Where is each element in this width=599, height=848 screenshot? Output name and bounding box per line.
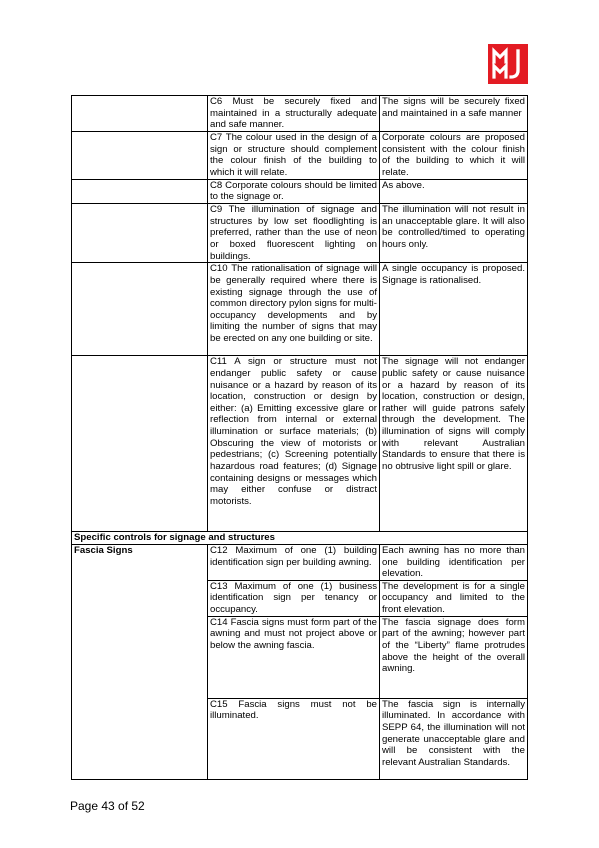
response-cell: Corporate colours are proposed consistent with the colour finish of the building to which it will relate. <box>380 131 528 179</box>
control-cell: C8 Corporate colours should be limited to the signage or. <box>208 179 380 203</box>
response-cell: As above. <box>380 179 528 203</box>
table-row <box>72 96 528 132</box>
response-cell: The illumination will not result in an unacceptable glare. It will also be controlled/timed to operating hours only. <box>380 203 528 262</box>
control-cell: C14 Fascia signs must form part of the awning and must not project above or below the awning fascia. <box>208 616 380 698</box>
signage-controls-table <box>71 95 528 780</box>
control-cell: C12 Maximum of one (1) building identification sign per building awning. <box>208 544 380 580</box>
table-row <box>72 203 528 262</box>
category-cell <box>72 263 208 356</box>
table-row <box>72 131 528 179</box>
mmj-logo <box>488 44 528 84</box>
control-cell: C10 The rationalisation of signage will be generally required where there is existing signage through the use of common directory pylon signs for multi-occupancy developments and by limiting the number of signs that may be erected on any one building or site. <box>208 263 380 356</box>
table-row <box>72 179 528 203</box>
response-cell: The development is for a single occupancy and limited to the front elevation. <box>380 580 528 616</box>
control-cell: C6 Must be securely fixed and maintained in a structurally adequate and safe manner. <box>208 96 380 132</box>
section-heading: Specific controls for signage and structures <box>72 532 528 545</box>
fascia-signs-label: Fascia Signs <box>72 544 208 779</box>
response-cell: Each awning has no more than one building identification per elevation. <box>380 544 528 580</box>
section-heading-row <box>72 532 528 545</box>
response-cell: The fascia sign is internally illuminated. In accordance with SEPP 64, the illumination will not generate unacceptable glare and will be consistent with the relevant Australian Standards. <box>380 698 528 779</box>
control-cell: C13 Maximum of one (1) business identification sign per tenancy or occupancy. <box>208 580 380 616</box>
control-cell: C15 Fascia signs must not be illuminated. <box>208 698 380 779</box>
control-cell: C9 The illumination of signage and structures by low set floodlighting is preferred, rather than the use of neon or boxed fluorescent lighting on buildings. <box>208 203 380 262</box>
control-cell: C7 The colour used in the design of a sign or structure should complement the colour finish of the building to which it will relate. <box>208 131 380 179</box>
category-cell <box>72 203 208 262</box>
response-cell: The signs will be securely fixed and maintained in a safe manner <box>380 96 528 132</box>
category-cell <box>72 131 208 179</box>
response-cell: The signage will not endanger public safety or cause nuisance or a hazard by reason of its location, construction or design, rather will guide patrons safely through the development. The illumination of signs will comply with relevant Australian Standards to ensure that there is no obtrusive light spill or glare. <box>380 356 528 532</box>
category-cell <box>72 96 208 132</box>
category-cell <box>72 356 208 532</box>
response-cell: The fascia signage does form part of the awning; however part of the “Liberty” flame protrudes above the height of the overall awning. <box>380 616 528 698</box>
category-cell <box>72 179 208 203</box>
table-row <box>72 544 528 580</box>
page-number: Page 43 of 52 <box>70 799 145 813</box>
table-row <box>72 263 528 356</box>
control-cell: C11 A sign or structure must not endanger public safety or cause nuisance or a hazard by reason of its location, construction or design by either: (a) Emitting excessive glare or reflection from internal or external illumination or surface materials; (b) Obscuring the view of motorists or pedestrians; (c) Screening potentially hazardous road features; (d) Signage containing designs or messages which may either confuse or distract motorists. <box>208 356 380 532</box>
table-row <box>72 356 528 532</box>
response-cell: A single occupancy is proposed. Signage is rationalised. <box>380 263 528 356</box>
